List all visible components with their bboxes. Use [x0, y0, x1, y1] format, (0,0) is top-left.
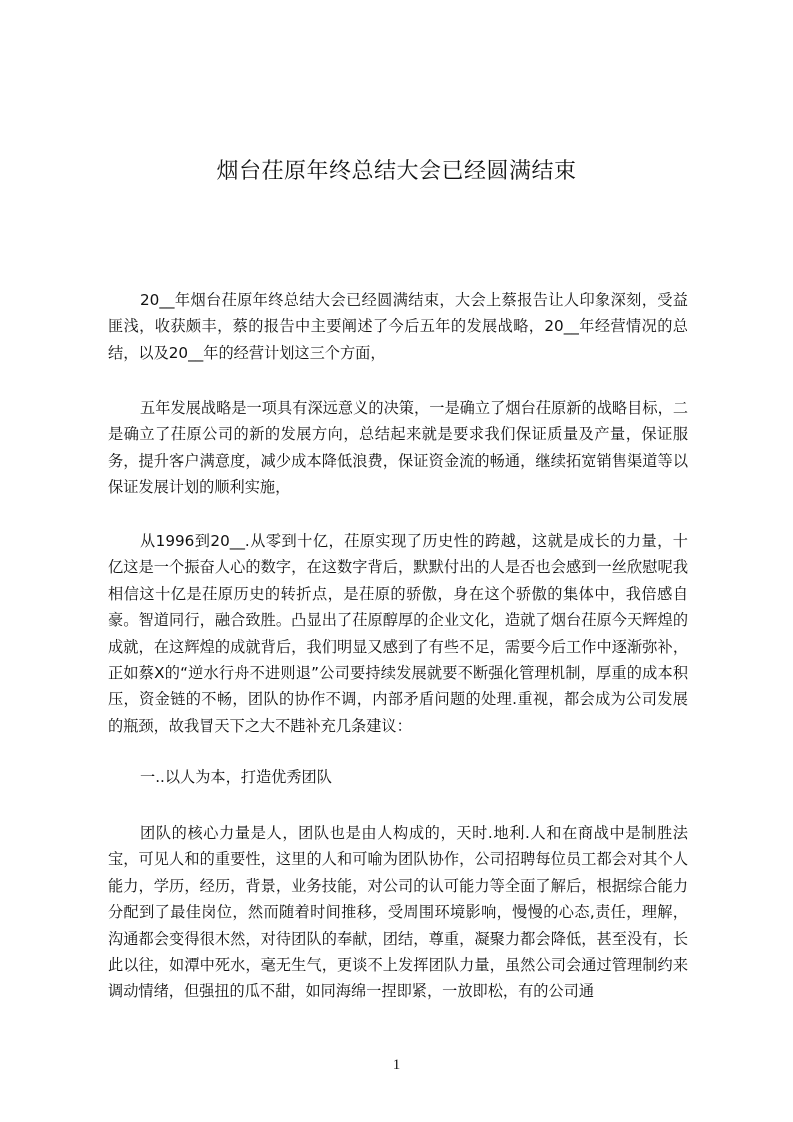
- paragraph-summary-intro: 20__年烟台茌原年终总结大会已经圆满结束，大会上蔡报告让人印象深刻，受益匪浅，收获颇丰，蔡的报告中主要阐述了今后五年的发展战略，20__年经营情况的总结，以及20__年的经营计划这三个方面，: [108, 291, 688, 362]
- paragraph-growth-history: 从1996到20__.从零到十亿，茌原实现了历史性的跨越，这就是成长的力量，十亿这是一个振奋人心的数字，在这数字背后，默默付出的人是否也会感到一丝欣慰呢我相信这十亿是茌原历史的转折点，是茌原的骄傲，身在这个骄傲的集体中，我倍感自豪。智道同行，融合致胜。凸显出了茌原醇厚的企业文化，造就了烟台茌原今天辉煌的成就，在这辉煌的成就背后，我们明显又感到了有些不足，需要今后工作中逐渐弥补，正如蔡X的“逆水行舟不进则退”公司要持续发展就要不断强化管理机制，厚重的成本积压，资金链的不畅，团队的协作不调，内部矛盾问题的处理.重视，都会成为公司发展的瓶颈，故我冒天下之大不韪补充几条建议：: [108, 532, 688, 735]
- paragraph-five-year-strategy: 五年发展战略是一项具有深远意义的决策，一是确立了烟台茌原新的战略目标，二是确立了茌原公司的新的发展方向，总结起来就是要求我们保证质量及产量，保证服务，提升客户满意度，减少成本降低浪费，保证资金流的畅通，继续拓宽销售渠道等以保证发展计划的顺利实施，: [108, 399, 688, 497]
- document-title: 烟台茌原年终总结大会已经圆满结束: [216, 158, 577, 184]
- section-heading-people-first: 一..以人为本，打造优秀团队: [140, 768, 332, 786]
- paragraph-team-core: 团队的核心力量是人，团队也是由人构成的，天时.地利.人和在商战中是制胜法宝，可见人和的重要性，这里的人和可喻为团队协作，公司招聘每位员工都会对其个人能力，学历，经历，背景，业务技能，对公司的认可能力等全面了解后，根据综合能力分配到了最佳岗位，然而随着时间推移，受周围环境影响，慢慢的心态,责任，理解，沟通都会变得很木然，对待团队的奉献，团结，尊重，凝聚力都会降低，甚至没有，长此以往，如潭中死水，毫无生气，更谈不上发挥团队力量，虽然公司会通过管理制约来调动情绪，但强扭的瓜不甜，如同海绵一捏即紧，一放即松，有的公司通: [108, 824, 688, 1001]
- page-number: 1: [392, 1057, 401, 1073]
